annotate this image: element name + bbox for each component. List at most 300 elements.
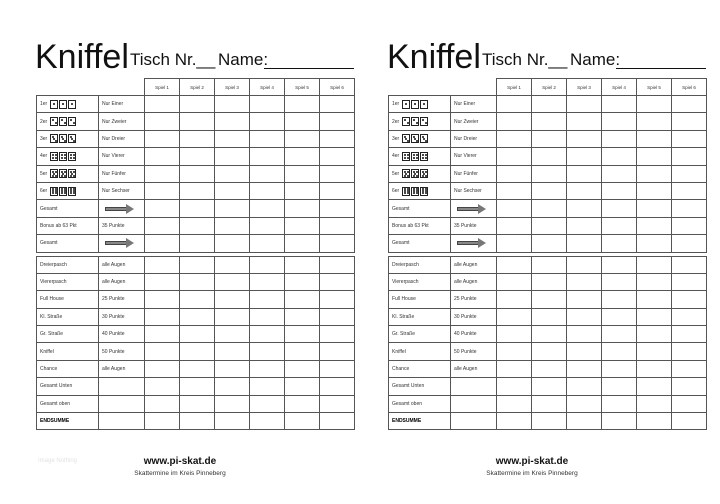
- row-hint: Nur Zweier: [102, 118, 127, 125]
- score-cell[interactable]: [180, 235, 215, 252]
- score-cell[interactable]: [672, 395, 707, 412]
- score-cell[interactable]: [497, 182, 532, 199]
- score-cell[interactable]: [532, 273, 567, 290]
- score-cell[interactable]: [215, 130, 250, 147]
- score-cell[interactable]: [180, 308, 215, 325]
- score-cell[interactable]: [497, 291, 532, 308]
- score-cell[interactable]: [567, 413, 602, 430]
- score-cell[interactable]: [672, 113, 707, 130]
- score-cell[interactable]: [250, 200, 285, 217]
- score-cell[interactable]: [215, 182, 250, 199]
- score-cell[interactable]: [637, 326, 672, 343]
- die-icon: [420, 134, 428, 143]
- score-cell[interactable]: [567, 113, 602, 130]
- score-cell[interactable]: [145, 217, 180, 234]
- score-cell[interactable]: [532, 413, 567, 430]
- score-cell[interactable]: [602, 165, 637, 182]
- score-cell[interactable]: [145, 343, 180, 360]
- score-cell[interactable]: [250, 413, 285, 430]
- score-cell[interactable]: [285, 413, 320, 430]
- score-cell[interactable]: [567, 291, 602, 308]
- score-cell[interactable]: [180, 326, 215, 343]
- table-row: [37, 326, 355, 343]
- score-cell[interactable]: [637, 217, 672, 234]
- score-cell[interactable]: [285, 235, 320, 252]
- score-cell[interactable]: [497, 217, 532, 234]
- score-cell[interactable]: [567, 343, 602, 360]
- score-cell[interactable]: [250, 130, 285, 147]
- score-cell[interactable]: [567, 395, 602, 412]
- score-cell[interactable]: [532, 326, 567, 343]
- score-cell[interactable]: [250, 148, 285, 165]
- score-cell[interactable]: [672, 378, 707, 395]
- score-cell[interactable]: [180, 217, 215, 234]
- table-row: [37, 360, 355, 377]
- score-cell[interactable]: [602, 200, 637, 217]
- score-cell[interactable]: [250, 182, 285, 199]
- score-cell[interactable]: [602, 360, 637, 377]
- score-cell[interactable]: [215, 308, 250, 325]
- score-cell[interactable]: [567, 378, 602, 395]
- arrow-right-icon: [105, 238, 135, 248]
- score-cell[interactable]: [215, 395, 250, 412]
- score-cell[interactable]: [672, 235, 707, 252]
- score-cell[interactable]: [637, 291, 672, 308]
- score-cell[interactable]: [145, 378, 180, 395]
- die-icon: [68, 117, 76, 126]
- table-row: [389, 308, 707, 325]
- score-cell[interactable]: [320, 395, 355, 412]
- score-cell[interactable]: [637, 413, 672, 430]
- score-cell[interactable]: [567, 148, 602, 165]
- score-cell[interactable]: [215, 413, 250, 430]
- score-cell[interactable]: [285, 308, 320, 325]
- website-link[interactable]: www.pi-skat.de: [143, 456, 217, 467]
- score-cell[interactable]: [145, 308, 180, 325]
- score-cell[interactable]: [532, 113, 567, 130]
- game-header-row: [389, 79, 707, 96]
- score-cell[interactable]: [637, 165, 672, 182]
- dice-group: [50, 169, 76, 178]
- score-cell[interactable]: [145, 165, 180, 182]
- score-cell[interactable]: [320, 96, 355, 113]
- game-column-header: Spiel 6: [672, 79, 707, 96]
- score-cell[interactable]: [285, 343, 320, 360]
- score-cell[interactable]: [497, 273, 532, 290]
- score-cell[interactable]: [497, 326, 532, 343]
- die-icon: [59, 152, 67, 161]
- score-cell[interactable]: [532, 291, 567, 308]
- score-cell[interactable]: [285, 360, 320, 377]
- table-row: [389, 395, 707, 412]
- score-cell[interactable]: [497, 235, 532, 252]
- score-cell[interactable]: [215, 343, 250, 360]
- score-cell[interactable]: [672, 326, 707, 343]
- score-cell[interactable]: [145, 148, 180, 165]
- score-cell[interactable]: [180, 378, 215, 395]
- score-cell[interactable]: [180, 343, 215, 360]
- die-icon: [68, 152, 76, 161]
- score-cell[interactable]: [532, 256, 567, 273]
- score-cell[interactable]: [672, 256, 707, 273]
- row-label: Viererpasch: [392, 279, 419, 286]
- score-cell[interactable]: [602, 113, 637, 130]
- score-cell[interactable]: [497, 148, 532, 165]
- score-cell[interactable]: [320, 200, 355, 217]
- die-icon: [402, 169, 410, 178]
- game-column-header: Spiel 3: [567, 79, 602, 96]
- table-row: [389, 291, 707, 308]
- row-label: Kniffel: [40, 348, 54, 355]
- dice-group: [402, 100, 428, 109]
- table-number-label: Tisch Nr.__: [482, 50, 568, 69]
- die-icon: [420, 187, 428, 196]
- score-cell[interactable]: [672, 96, 707, 113]
- die-icon: [411, 134, 419, 143]
- score-cell[interactable]: [250, 273, 285, 290]
- score-cell[interactable]: [285, 291, 320, 308]
- score-sheet-right: [352, 0, 712, 504]
- row-hint: 40 Punkte: [102, 331, 125, 338]
- score-cell[interactable]: [320, 360, 355, 377]
- row-hint: alle Augen: [454, 279, 478, 286]
- score-cell[interactable]: [532, 217, 567, 234]
- score-cell[interactable]: [532, 96, 567, 113]
- score-cell[interactable]: [532, 130, 567, 147]
- score-cell[interactable]: [180, 165, 215, 182]
- score-cell[interactable]: [250, 326, 285, 343]
- die-icon: [402, 134, 410, 143]
- score-cell[interactable]: [250, 343, 285, 360]
- die-icon: [411, 169, 419, 178]
- score-cell[interactable]: [637, 113, 672, 130]
- score-cell[interactable]: [497, 413, 532, 430]
- score-cell[interactable]: [672, 148, 707, 165]
- score-cell[interactable]: [250, 395, 285, 412]
- score-cell[interactable]: [145, 413, 180, 430]
- score-cell[interactable]: [180, 273, 215, 290]
- score-cell[interactable]: [145, 360, 180, 377]
- score-cell[interactable]: [145, 130, 180, 147]
- score-cell[interactable]: [637, 378, 672, 395]
- score-cell[interactable]: [250, 235, 285, 252]
- score-cell[interactable]: [215, 378, 250, 395]
- score-cell[interactable]: [602, 343, 637, 360]
- score-cell[interactable]: [215, 326, 250, 343]
- die-icon: [402, 187, 410, 196]
- score-cell[interactable]: [285, 200, 320, 217]
- score-cell[interactable]: [215, 217, 250, 234]
- score-cell[interactable]: [215, 96, 250, 113]
- dice-group: [402, 152, 428, 161]
- score-cell[interactable]: [497, 165, 532, 182]
- score-cell[interactable]: [637, 360, 672, 377]
- score-cell[interactable]: [532, 395, 567, 412]
- dice-group: [50, 152, 76, 161]
- die-icon: [411, 100, 419, 109]
- score-cell[interactable]: [145, 96, 180, 113]
- table-row: [37, 413, 355, 430]
- score-cell[interactable]: [497, 343, 532, 360]
- score-cell[interactable]: [250, 217, 285, 234]
- score-cell[interactable]: [672, 182, 707, 199]
- score-cell[interactable]: [567, 308, 602, 325]
- score-cell[interactable]: [672, 308, 707, 325]
- score-cell[interactable]: [602, 378, 637, 395]
- game-column-header: Spiel 6: [320, 79, 355, 96]
- score-cell[interactable]: [215, 256, 250, 273]
- table-row: [389, 273, 707, 290]
- score-cell[interactable]: [637, 148, 672, 165]
- die-icon: [59, 100, 67, 109]
- score-cell[interactable]: [320, 378, 355, 395]
- score-cell[interactable]: [497, 308, 532, 325]
- row-label: ENDSUMME: [392, 418, 422, 425]
- score-cell[interactable]: [180, 360, 215, 377]
- table-row: [389, 378, 707, 395]
- score-cell[interactable]: [602, 395, 637, 412]
- score-cell[interactable]: [145, 113, 180, 130]
- score-cell[interactable]: [637, 343, 672, 360]
- score-cell[interactable]: [567, 165, 602, 182]
- score-cell[interactable]: [602, 217, 637, 234]
- score-cell[interactable]: [145, 182, 180, 199]
- score-cell[interactable]: [497, 113, 532, 130]
- score-cell[interactable]: [497, 130, 532, 147]
- row-label: Gesamt: [392, 205, 410, 212]
- table-row: [389, 165, 707, 182]
- score-cell[interactable]: [672, 165, 707, 182]
- score-cell[interactable]: [637, 235, 672, 252]
- score-cell[interactable]: [145, 291, 180, 308]
- score-cell[interactable]: [250, 291, 285, 308]
- row-label: Kl. Straße: [40, 313, 63, 320]
- score-cell[interactable]: [532, 148, 567, 165]
- score-cell[interactable]: [602, 413, 637, 430]
- name-field[interactable]: [264, 68, 354, 69]
- score-cell[interactable]: [320, 165, 355, 182]
- sheet-header: [352, 38, 692, 76]
- score-cell[interactable]: [320, 273, 355, 290]
- score-cell[interactable]: [532, 308, 567, 325]
- row-label: 2er: [392, 118, 400, 125]
- score-cell[interactable]: [180, 395, 215, 412]
- table-row: [37, 113, 355, 130]
- table-row: [389, 148, 707, 165]
- score-cell[interactable]: [320, 148, 355, 165]
- score-cell[interactable]: [215, 165, 250, 182]
- score-cell[interactable]: [567, 360, 602, 377]
- row-label: Full House: [392, 296, 416, 303]
- score-cell[interactable]: [602, 148, 637, 165]
- score-cell[interactable]: [637, 200, 672, 217]
- score-cell[interactable]: [180, 291, 215, 308]
- score-cell[interactable]: [285, 165, 320, 182]
- score-cell[interactable]: [180, 182, 215, 199]
- score-cell[interactable]: [637, 395, 672, 412]
- score-cell[interactable]: [602, 235, 637, 252]
- die-icon: [59, 187, 67, 196]
- score-cell[interactable]: [672, 413, 707, 430]
- score-cell[interactable]: [567, 96, 602, 113]
- row-label: 6er: [392, 188, 400, 195]
- score-cell[interactable]: [145, 326, 180, 343]
- score-cell[interactable]: [497, 96, 532, 113]
- score-cell[interactable]: [602, 291, 637, 308]
- score-cell[interactable]: [145, 395, 180, 412]
- score-cell[interactable]: [320, 256, 355, 273]
- score-cell[interactable]: [497, 378, 532, 395]
- score-cell[interactable]: [602, 96, 637, 113]
- row-hint: [99, 396, 144, 412]
- score-cell[interactable]: [215, 235, 250, 252]
- score-cell[interactable]: [567, 200, 602, 217]
- row-label: Gr. Straße: [40, 331, 64, 338]
- score-cell[interactable]: [180, 200, 215, 217]
- score-cell[interactable]: [602, 273, 637, 290]
- score-cell[interactable]: [285, 378, 320, 395]
- score-cell[interactable]: [180, 96, 215, 113]
- website-link[interactable]: www.pi-skat.de: [495, 456, 569, 467]
- score-cell[interactable]: [567, 130, 602, 147]
- score-cell[interactable]: [180, 148, 215, 165]
- score-cell[interactable]: [672, 291, 707, 308]
- name-label: Name:: [570, 50, 621, 69]
- score-cell[interactable]: [285, 148, 320, 165]
- score-cell[interactable]: [145, 200, 180, 217]
- score-cell[interactable]: [250, 360, 285, 377]
- score-cell[interactable]: [320, 182, 355, 199]
- score-cell[interactable]: [672, 130, 707, 147]
- row-hint: Nur Zweier: [454, 118, 479, 125]
- score-cell[interactable]: [567, 217, 602, 234]
- name-field[interactable]: [616, 68, 706, 69]
- score-cell[interactable]: [180, 130, 215, 147]
- row-hint: 40 Punkte: [454, 331, 477, 338]
- score-cell[interactable]: [145, 273, 180, 290]
- score-cell[interactable]: [180, 113, 215, 130]
- row-label: 6er: [40, 188, 48, 195]
- score-cell[interactable]: [320, 308, 355, 325]
- score-cell[interactable]: [602, 130, 637, 147]
- score-cell[interactable]: [320, 235, 355, 252]
- score-cell[interactable]: [637, 96, 672, 113]
- score-cell[interactable]: [637, 256, 672, 273]
- score-cell[interactable]: [285, 256, 320, 273]
- score-cell[interactable]: [497, 395, 532, 412]
- score-cell[interactable]: [672, 200, 707, 217]
- score-cell[interactable]: [250, 378, 285, 395]
- row-label: Gr. Straße: [392, 331, 416, 338]
- score-cell[interactable]: [250, 256, 285, 273]
- score-cell[interactable]: [532, 343, 567, 360]
- score-cell[interactable]: [672, 343, 707, 360]
- score-cell[interactable]: [145, 256, 180, 273]
- score-cell[interactable]: [532, 235, 567, 252]
- score-cell[interactable]: [497, 360, 532, 377]
- row-hint: alle Augen: [102, 366, 126, 373]
- score-cell[interactable]: [602, 256, 637, 273]
- score-cell[interactable]: [250, 308, 285, 325]
- score-cell[interactable]: [180, 256, 215, 273]
- score-cell[interactable]: [145, 235, 180, 252]
- score-cell[interactable]: [285, 113, 320, 130]
- score-cell[interactable]: [672, 360, 707, 377]
- table-row: [37, 182, 355, 199]
- score-cell[interactable]: [532, 378, 567, 395]
- score-cell[interactable]: [497, 256, 532, 273]
- score-cell[interactable]: [637, 273, 672, 290]
- score-cell[interactable]: [250, 113, 285, 130]
- score-cell[interactable]: [285, 326, 320, 343]
- score-cell[interactable]: [250, 165, 285, 182]
- score-cell[interactable]: [285, 217, 320, 234]
- score-cell[interactable]: [567, 326, 602, 343]
- score-cell[interactable]: [637, 308, 672, 325]
- score-cell[interactable]: [215, 360, 250, 377]
- score-cell[interactable]: [532, 200, 567, 217]
- score-cell[interactable]: [285, 273, 320, 290]
- row-hint: Nur Fünfer: [102, 170, 126, 177]
- score-cell[interactable]: [320, 113, 355, 130]
- score-cell[interactable]: [602, 308, 637, 325]
- score-cell[interactable]: [215, 291, 250, 308]
- table-row: [389, 96, 707, 113]
- brand-title: Kniffel: [35, 38, 129, 76]
- score-cell[interactable]: [320, 326, 355, 343]
- row-label: Bonus ab 63 Pkt: [40, 222, 77, 229]
- score-cell[interactable]: [497, 200, 532, 217]
- die-icon: [411, 117, 419, 126]
- score-cell[interactable]: [320, 217, 355, 234]
- table-row: [389, 113, 707, 130]
- score-cell[interactable]: [320, 130, 355, 147]
- score-cell[interactable]: [285, 182, 320, 199]
- score-cell[interactable]: [672, 217, 707, 234]
- row-label: Gesamt oben: [40, 400, 71, 407]
- score-cell[interactable]: [602, 326, 637, 343]
- score-cell[interactable]: [285, 130, 320, 147]
- score-cell[interactable]: [567, 273, 602, 290]
- score-cell[interactable]: [532, 360, 567, 377]
- score-cell[interactable]: [532, 182, 567, 199]
- row-hint: Nur Vierer: [102, 153, 125, 160]
- score-cell[interactable]: [602, 182, 637, 199]
- score-cell[interactable]: [672, 273, 707, 290]
- die-icon: [50, 152, 58, 161]
- table-row: [37, 235, 355, 252]
- score-cell[interactable]: [637, 182, 672, 199]
- score-cell[interactable]: [320, 343, 355, 360]
- die-icon: [50, 117, 58, 126]
- score-cell[interactable]: [285, 395, 320, 412]
- score-cell[interactable]: [215, 113, 250, 130]
- score-cell[interactable]: [567, 256, 602, 273]
- score-cell[interactable]: [320, 291, 355, 308]
- score-cell[interactable]: [180, 413, 215, 430]
- score-cell[interactable]: [250, 96, 285, 113]
- score-cell[interactable]: [637, 130, 672, 147]
- score-cell[interactable]: [567, 182, 602, 199]
- score-cell[interactable]: [285, 96, 320, 113]
- score-cell[interactable]: [215, 148, 250, 165]
- table-row: [389, 200, 707, 217]
- score-cell[interactable]: [215, 200, 250, 217]
- score-cell[interactable]: [320, 413, 355, 430]
- score-cell[interactable]: [215, 273, 250, 290]
- score-cell[interactable]: [567, 235, 602, 252]
- score-cell[interactable]: [532, 165, 567, 182]
